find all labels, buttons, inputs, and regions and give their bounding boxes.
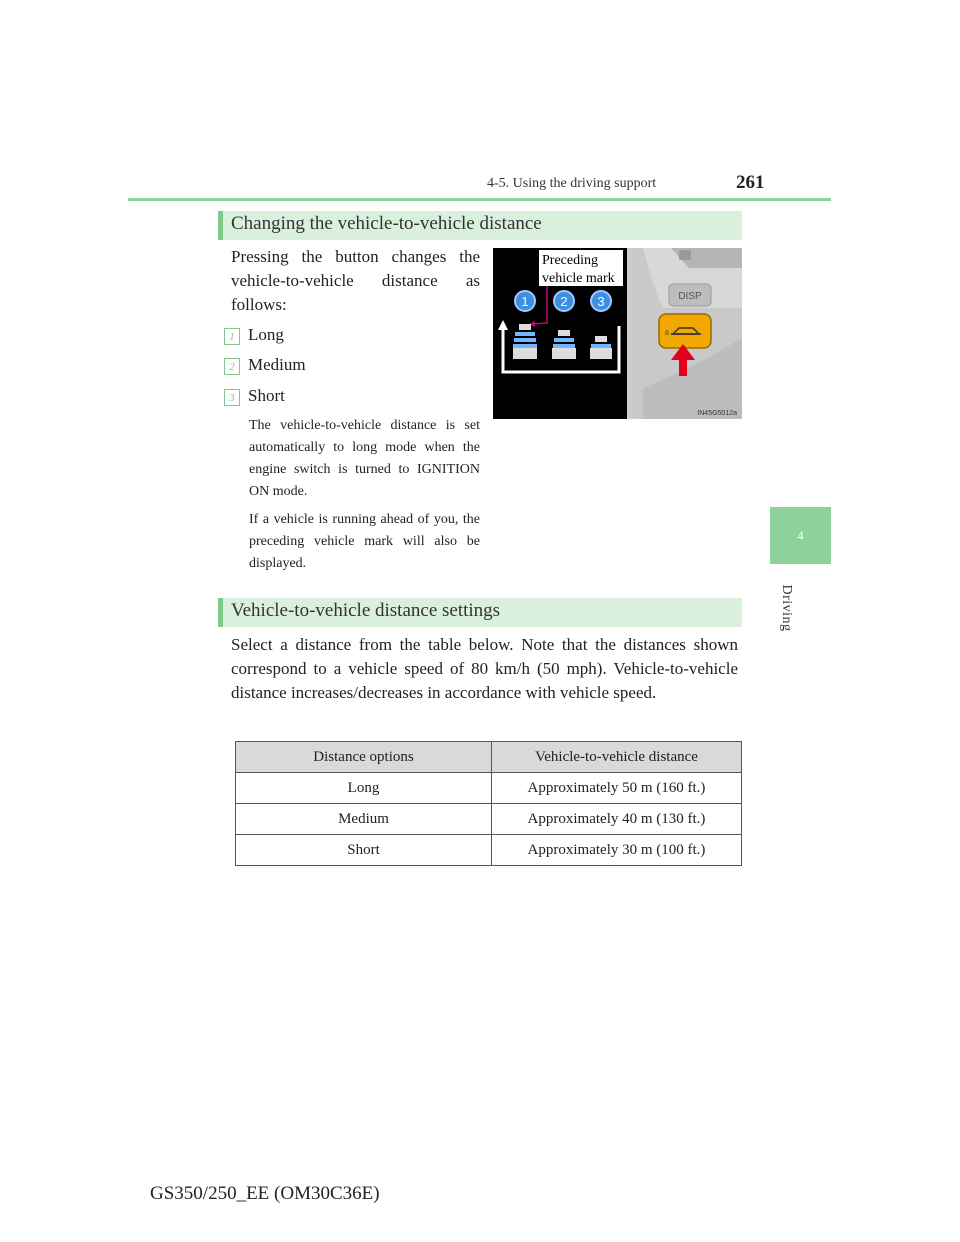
table-cell: Approximately 30 m (100 ft.) bbox=[492, 835, 742, 866]
chapter-tab bbox=[770, 507, 831, 564]
number-badge: 1 bbox=[224, 328, 240, 345]
list-item-label: Long bbox=[248, 325, 284, 344]
intro-paragraph bbox=[231, 245, 480, 317]
image-code: IN45G5012a bbox=[697, 410, 737, 417]
intro-line-3: follows: bbox=[231, 295, 287, 314]
distance-switch-illustration bbox=[493, 248, 742, 419]
footer-model-code: GS350/250_EE (OM30C36E) bbox=[150, 1183, 380, 1204]
note-preceding-vehicle: If a vehicle is running ahead of you, the preceding vehicle mark will also be displayed. bbox=[249, 512, 480, 571]
note-auto-long-mode: The vehicle-to-vehicle distance is set automatically to long mode when the engine switch is turned to IGNITION ON mode. bbox=[249, 418, 480, 499]
table-row bbox=[236, 835, 742, 866]
number-badge: 2 bbox=[224, 358, 240, 375]
page-number: 261 bbox=[736, 172, 765, 193]
list-item bbox=[224, 386, 285, 408]
running-header-section: 4-5. Using the driving support bbox=[487, 176, 657, 191]
table-header-cell: Distance options bbox=[236, 742, 492, 773]
section-heading-text: Changing the vehicle-to-vehicle distance bbox=[231, 213, 542, 234]
chapter-label: Driving bbox=[779, 584, 794, 632]
distance-table bbox=[235, 741, 742, 866]
list-item bbox=[224, 355, 306, 377]
number-badge: 3 bbox=[224, 389, 240, 406]
table-row bbox=[236, 773, 742, 804]
list-item-label: Short bbox=[248, 386, 285, 405]
marker-1 bbox=[515, 291, 535, 311]
list-item bbox=[224, 325, 284, 347]
intro-line-1: Pressing the button changes the bbox=[231, 247, 480, 266]
section-heading-changing-distance bbox=[218, 211, 742, 240]
car-icon bbox=[679, 250, 691, 260]
table-cell: Long bbox=[236, 773, 492, 804]
list-item-label: Medium bbox=[248, 355, 306, 374]
svg-text:3: 3 bbox=[597, 294, 605, 309]
intro-line-2: vehicle-to-vehicle distance as bbox=[231, 271, 480, 290]
illustration-svg bbox=[493, 248, 742, 419]
svg-text:1: 1 bbox=[521, 294, 529, 309]
settings-paragraph: Select a distance from the table below. Note that the distances shown correspond to a vehicle speed of 80 km/h (50 mph). Vehicle-to-vehicle distance increases/decreases in accordance with vehicle speed. bbox=[231, 635, 738, 702]
table-header-cell: Vehicle-to-vehicle distance bbox=[492, 742, 742, 773]
svg-text:B: B bbox=[665, 331, 670, 337]
header-rule bbox=[128, 198, 831, 201]
svg-text:2: 2 bbox=[560, 294, 568, 309]
table-cell: Short bbox=[236, 835, 492, 866]
marker-2 bbox=[554, 291, 574, 311]
svg-text:DISP: DISP bbox=[678, 291, 702, 302]
table-row bbox=[236, 804, 742, 835]
section-heading-distance-settings bbox=[218, 598, 742, 627]
marker-3 bbox=[591, 291, 611, 311]
chapter-number: 4 bbox=[797, 527, 804, 543]
table-header-row bbox=[236, 742, 742, 773]
callout-text-1: Preceding bbox=[542, 253, 598, 268]
callout-text-2: vehicle mark bbox=[542, 271, 615, 286]
table-cell: Approximately 40 m (130 ft.) bbox=[492, 804, 742, 835]
table-cell: Approximately 50 m (160 ft.) bbox=[492, 773, 742, 804]
section-heading-text: Vehicle-to-vehicle distance settings bbox=[231, 600, 501, 621]
table-cell: Medium bbox=[236, 804, 492, 835]
